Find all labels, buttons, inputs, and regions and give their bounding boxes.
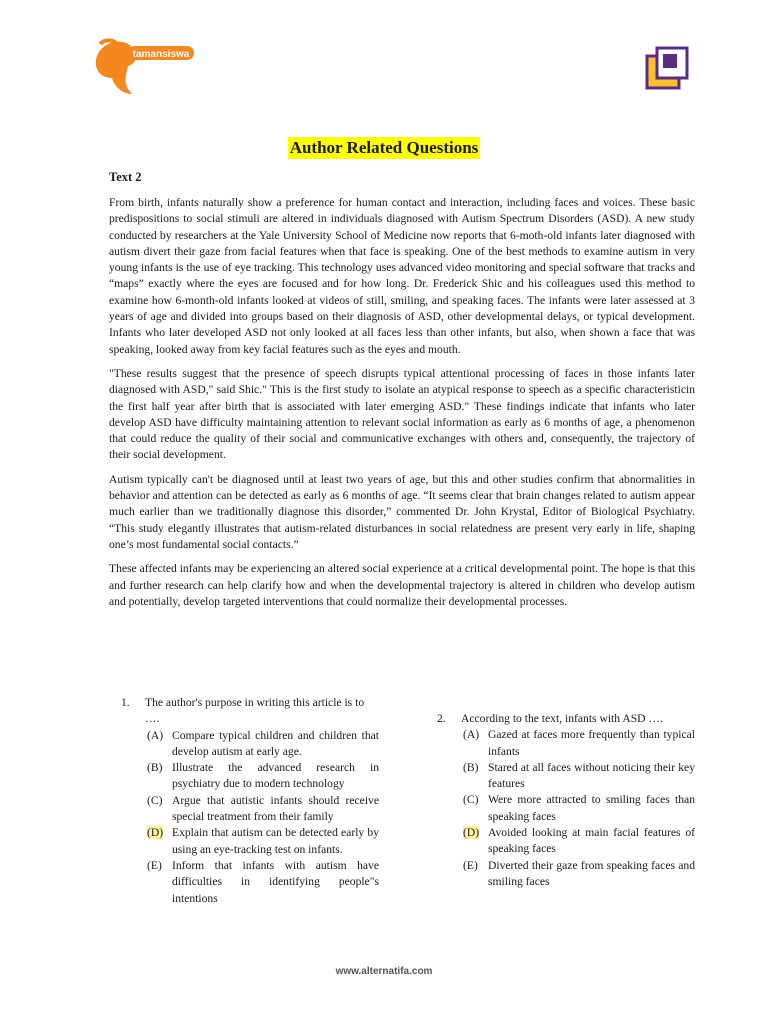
option-c[interactable] — [463, 792, 695, 825]
option-text: Stared at all faces without noticing their key features — [488, 760, 695, 791]
option-a[interactable] — [147, 728, 379, 761]
option-b[interactable] — [463, 760, 695, 793]
question-number: 2. — [437, 712, 446, 725]
option-letter-highlighted: (D) — [463, 826, 480, 840]
question-stem: According to the text, infants with ASD …. — [461, 712, 663, 725]
paragraph: From birth, infants naturally show a preference for human contact and interaction, including faces and voices. These basic predispositions to social stimuli are altered in individuals diagnosed with Autism Spectrum Disorders (ASD). A new study conducted by researchers at the Yale University School of Medicine now reports that 6-moth-old infants later diagnosed with autism divert their gaze from facial features when that face is speaking. One of the best methods to examine autism in very young infants is the use of eye tracking. This technology uses advanced video monitoring and special software that tracks and “maps” exactly where the eyes are focused and for how long. Dr. Frederick Shic and his colleagues used this method to examine how 6-month-old infants looked at videos of still, smiling, and speaking faces. The infants were later assessed at 3 years of age and divided into groups based on their diagnosis of ASD, other developmental delays, or typical development. Infants who later developed ASD not only looked at all faces less than other infants, but also, when shown a face that was speaking, looked away from key facial features such as the eyes and mouth. — [109, 196, 695, 356]
option-text: Explain that autism can be detected early by using an eye-tracking test on infants. — [172, 826, 379, 856]
option-text: Gazed at faces more frequently than typical infants — [488, 728, 695, 758]
reading-passage — [109, 195, 695, 618]
option-letter: (B) — [147, 761, 163, 775]
option-d[interactable] — [463, 825, 695, 858]
option-a[interactable] — [463, 727, 695, 760]
option-letter: (A) — [147, 728, 164, 742]
option-b[interactable] — [147, 760, 379, 793]
logo-text: tamansiswa — [132, 49, 190, 60]
question-stem: The author's purpose in writing this article is to …. — [145, 696, 365, 726]
option-text: Avoided looking at main facial features of speaking faces — [488, 826, 695, 856]
option-text: Diverted their gaze from speaking faces and smiling faces — [488, 858, 695, 888]
option-text: Inform that infants with autism have difficulties in identifying people"s intentions — [172, 858, 379, 905]
option-d[interactable] — [147, 825, 379, 858]
paragraph: "These results suggest that the presence of speech disrupts typical attentional processing of faces in those infants later diagnosed with ASD," said Shic." This is the first study to isolate an atypical response to speech as a specific characteristicin the first half year after birth that is associated with later emerging ASD." These findings indicate that infants who later develop ASD have difficulty maintaining attention to relevant social information as early as 6 months of age, a phenomenon that could reduce the quality of their social and communicative exchanges with others and, consequently, the trajectory of their social development. — [109, 366, 695, 462]
paragraph: These affected infants may be experiencing an altered social experience at a critical developmental point. The hope is that this and further research can help clarify how and when the developmental trajectory is altered in children who develop autism and potentially, develop targeted interventions that could normalize their developmental processes. — [109, 562, 695, 608]
option-e[interactable] — [463, 858, 695, 891]
option-letter: (E) — [463, 858, 478, 872]
footer-url: www.alternatifa.com — [335, 966, 433, 977]
option-text: Illustrate the advanced research in psychiatry due to modern technology — [172, 761, 379, 791]
option-letter: (C) — [147, 793, 163, 807]
paragraph: Autism typically can't be diagnosed until at least two years of age, but this and other studies confirm that abnormalities in behavior and attention can be detected as early as 6 months of age. “It seems clear that brain changes related to autism appear much earlier than we traditionally diagnose this disorder,” commented Dr. John Krystal, Editor of Biological Psychiatry. “This study elegantly illustrates that autism-related disturbances in social relatedness are present very early in life, shaping one’s most fundamental social contacts.” — [109, 472, 695, 551]
option-text: Compare typical children and children that develop autism at early age. — [172, 728, 379, 758]
page-title: Author Related Questions — [289, 138, 479, 157]
option-text: Argue that autistic infants should receive special treatment from their family — [172, 793, 379, 824]
option-letter: (B) — [463, 760, 479, 774]
publisher-logo-icon — [645, 46, 689, 90]
option-letter: (E) — [147, 858, 162, 872]
option-letter: (A) — [463, 728, 480, 742]
option-c[interactable] — [147, 793, 379, 826]
question-1 — [121, 695, 379, 907]
question-number: 1. — [121, 696, 130, 709]
option-letter-highlighted: (D) — [147, 826, 164, 840]
tamansiswa-logo — [92, 36, 198, 100]
option-text: Were more attracted to smiling faces than speaking faces — [488, 793, 695, 823]
option-letter: (C) — [463, 793, 479, 807]
question-2 — [437, 711, 695, 890]
text-label: Text 2 — [109, 170, 142, 184]
option-e[interactable] — [147, 858, 379, 907]
